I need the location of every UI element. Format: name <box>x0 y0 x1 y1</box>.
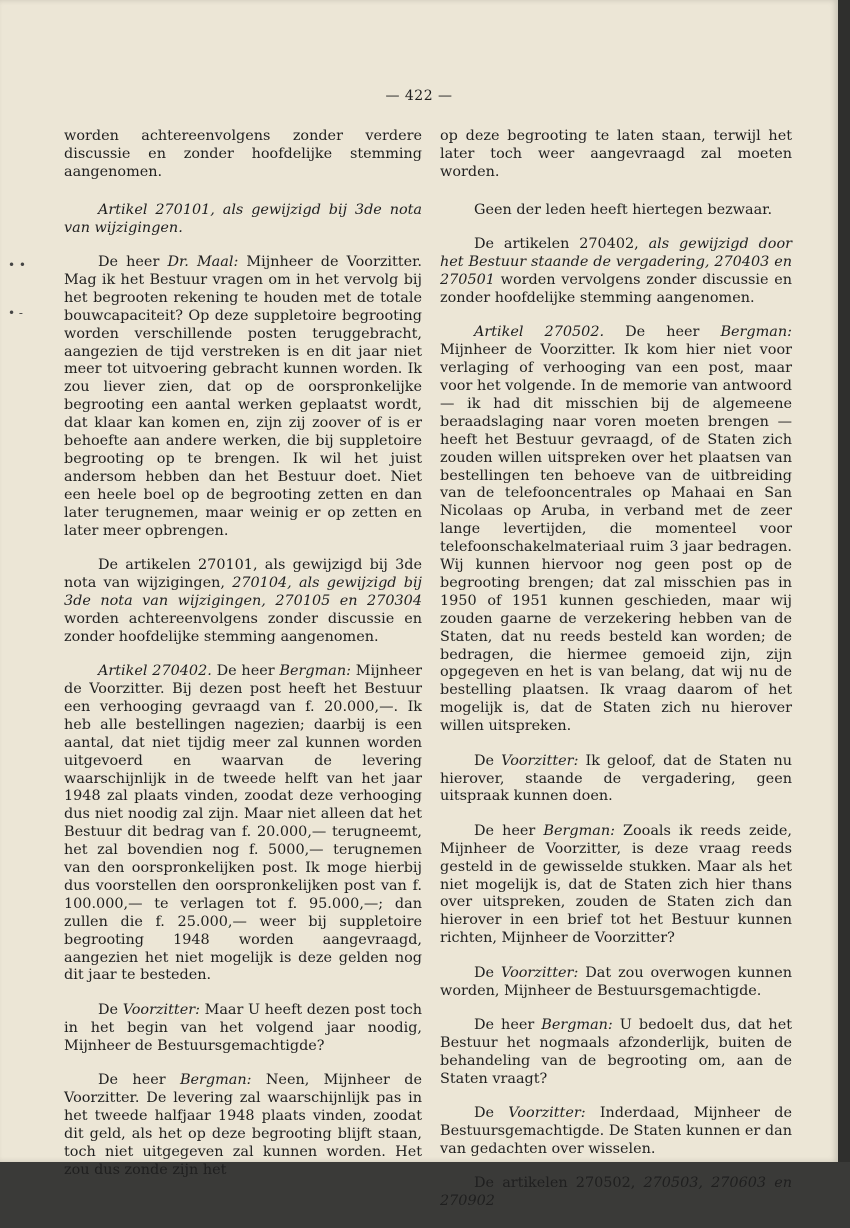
paragraph: De heer Bergman: U bedoelt dus, dat het Bestuur het nogmaals afzonderlijk, buiten de behandeling van de begrooting om, aan de Staten vraagt? <box>440 1016 793 1087</box>
paragraph: De heer Dr. Maal: Mijnheer de Voorzitter. Mag ik het Bestuur vragen om in het vervolg bij het begrooten rekening te houden met de totale bouwcapaciteit? Op deze suppletoire begrooting worden verschillende posten teruggebracht, aangezien de tijd verstreken is en dit jaar niet meer tot uitvoering gebracht kunnen worden. Ik zou liever zien, dat op de oorspronkelijke begrooting een aantal werken geplaatst wordt, dat klaar kan komen en, zijn zij zoover of is er behoefte aan andere werken, die bij suppletoire begrooting op te brengen. Ik wil het juist andersom hebben dan het Bestuur doet. Niet een heele boel op de begrooting zetten en dan later terugnemen, maar weinig er op zetten en later meer opbrengen. <box>64 254 422 539</box>
speaker-name: Bergman: <box>541 1016 613 1033</box>
speaker-name: Bergman: <box>179 1072 252 1089</box>
paragraph: De Voorzitter: Inderdaad, Mijnheer de Bestuursgemachtigde. De Staten kunnen er dan van gedachten over wisselen. <box>440 1105 792 1157</box>
paragraph: De heer Bergman: Zooals ik reeds zeide, Mijnheer de Voorzitter, is deze vraag reeds gesteld in de gewisselde stukken. Maar als het niet mogelijk is, dat de Staten zich hier thans over uitspreken, zouden de Staten zich dan hierover in een brief tot het Bestuur kunnen richten, Mijnheer de Voorzitter? <box>440 822 792 947</box>
paragraph: De artikelen 270502, 270503, 270603 en 270902 <box>440 1175 792 1210</box>
speaker-name: Bergman: <box>279 663 351 680</box>
margin-dots: • • <box>8 258 26 272</box>
paragraph: De heer Bergman: Neen, Mijnheer de Voorzitter. De levering zal waarschijnlijk pas in het tweede halfjaar 1948 plaats vinden, zoodat dit geld, als het op deze begrooting blijft staan, toch niet uitgegeven zal kunnen worden. Het zou dus zonde zijn het <box>64 1072 422 1178</box>
paragraph: De artikelen 270402, als gewijzigd door het Bestuur staande de vergadering, 270403 en 270501 worden vervolgens zonder discussie en zonder hoofdelijke stemming aangenomen. <box>440 236 792 306</box>
speaker-name: Dr. Maal: <box>167 254 239 271</box>
speaker-name: Bergman: <box>720 324 792 341</box>
page-number: — 422 — <box>385 88 453 104</box>
paragraph: De artikelen 270101, als gewijzigd bij 3de nota van wijzigingen, 270104, als gewijzigd bij 3de nota van wijzigingen, 270105 en 270304 worden achtereenvolgens zonder discussie en zonder hoofdelijke stemming aangenomen. <box>64 557 423 645</box>
paragraph: worden achtereenvolgens zonder verdere discussie en zonder hoofdelijke stemming aangenomen. <box>64 128 422 180</box>
paragraph: Geen der leden heeft hiertegen bezwaar. <box>474 201 773 218</box>
speaker-name: Voorzitter: <box>501 964 579 981</box>
article-heading: Artikel 270101, als gewijzigd bij 3de nota van wijzigingen. <box>64 201 422 236</box>
paragraph: op deze begrooting te laten staan, terwijl het later toch weer aangevraagd zal moeten worden. <box>440 128 792 180</box>
margin-dots: • - <box>8 306 23 320</box>
speaker-name: Voorzitter: <box>122 1001 200 1018</box>
right-column <box>440 128 792 1228</box>
paragraph: Artikel 270502. De heer Bergman: Mijnheer de Voorzitter. Ik kom hier niet voor verlaging of verhooging van een post, maar voor het volgende. In de memorie van antwoord — ik had dit misschien bij de algemeene beraadslaging naar voren moeten brengen — heeft het Bestuur gevraagd, of de Staten zich zouden willen uitspreken over het plaatsen van bestellingen ten behoeve van de uitbreiding van de telefooncentrales op Mahaai en San Nicolaas op Aruba, in verband met de zeer lange levertijden, die momenteel voor telefoonschakelmateriaal ruim 3 jaar bedragen. Wij kunnen hiervoor nog geen post op de begrooting brengen; dat zal misschien pas in 1950 of 1951 kunnen geschieden, maar wij zouden gaarne de verzekering hebben van de Staten, dat nu reeds besteld kan worden; de bedragen, die hiermee gemoeid zijn, zijn opgegeven en het is van belang, dat wij nu de bestelling plaatsen. Ik vraag daarom of het mogelijk is, dat de Staten zich nu hierover willen uitspreken. <box>440 324 792 735</box>
paragraph: De Voorzitter: Maar U heeft dezen post toch in het begin van het volgend jaar noodig, Mijnheer de Bestuursgemachtigde? <box>64 1001 422 1054</box>
paragraph: Artikel 270402. De heer Bergman: Mijnheer de Voorzitter. Bij dezen post heeft het Bestuur een verhooging gevraagd van f. 20.000,—. Ik heb alle bestellingen nagezien; daarbij is een aantal, dat niet tijdig meer zal kunnen worden uitgevoerd en waarvan de levering waarschijnlijk in de tweede helft van het jaar 1948 zal plaats vinden, zoodat deze verhooging dus niet noodig zal zijn. Maar niet alleen dat het Bestuur dit bedrag van f. 20.000,— terugneemt, het zal bovendien nog f. 5000,— terugnemen van den oorspronkelijken post. Ik moge hierbij dus voorstellen den oorspronkelijken post van f. 100.000,— te verlagen tot f. 95.000,—; dan zullen die f. 25.000,— weer bij suppletoire begrooting 1948 worden aangevraagd, aangezien het niet mogelijk is deze gelden nog dit jaar te besteden. <box>64 663 422 984</box>
paragraph: De Voorzitter: Ik geloof, dat de Staten nu hierover, staande de vergadering, geen uitspraak kunnen doen. <box>440 752 792 805</box>
left-column <box>64 128 422 1196</box>
scan-edge <box>838 0 850 1162</box>
paragraph: De Voorzitter: Dat zou overwogen kunnen worden, Mijnheer de Bestuursgemachtigde. <box>440 964 792 999</box>
speaker-name: Voorzitter: <box>501 752 579 769</box>
speaker-name: Voorzitter: <box>508 1105 586 1122</box>
speaker-name: Bergman: <box>543 822 615 839</box>
